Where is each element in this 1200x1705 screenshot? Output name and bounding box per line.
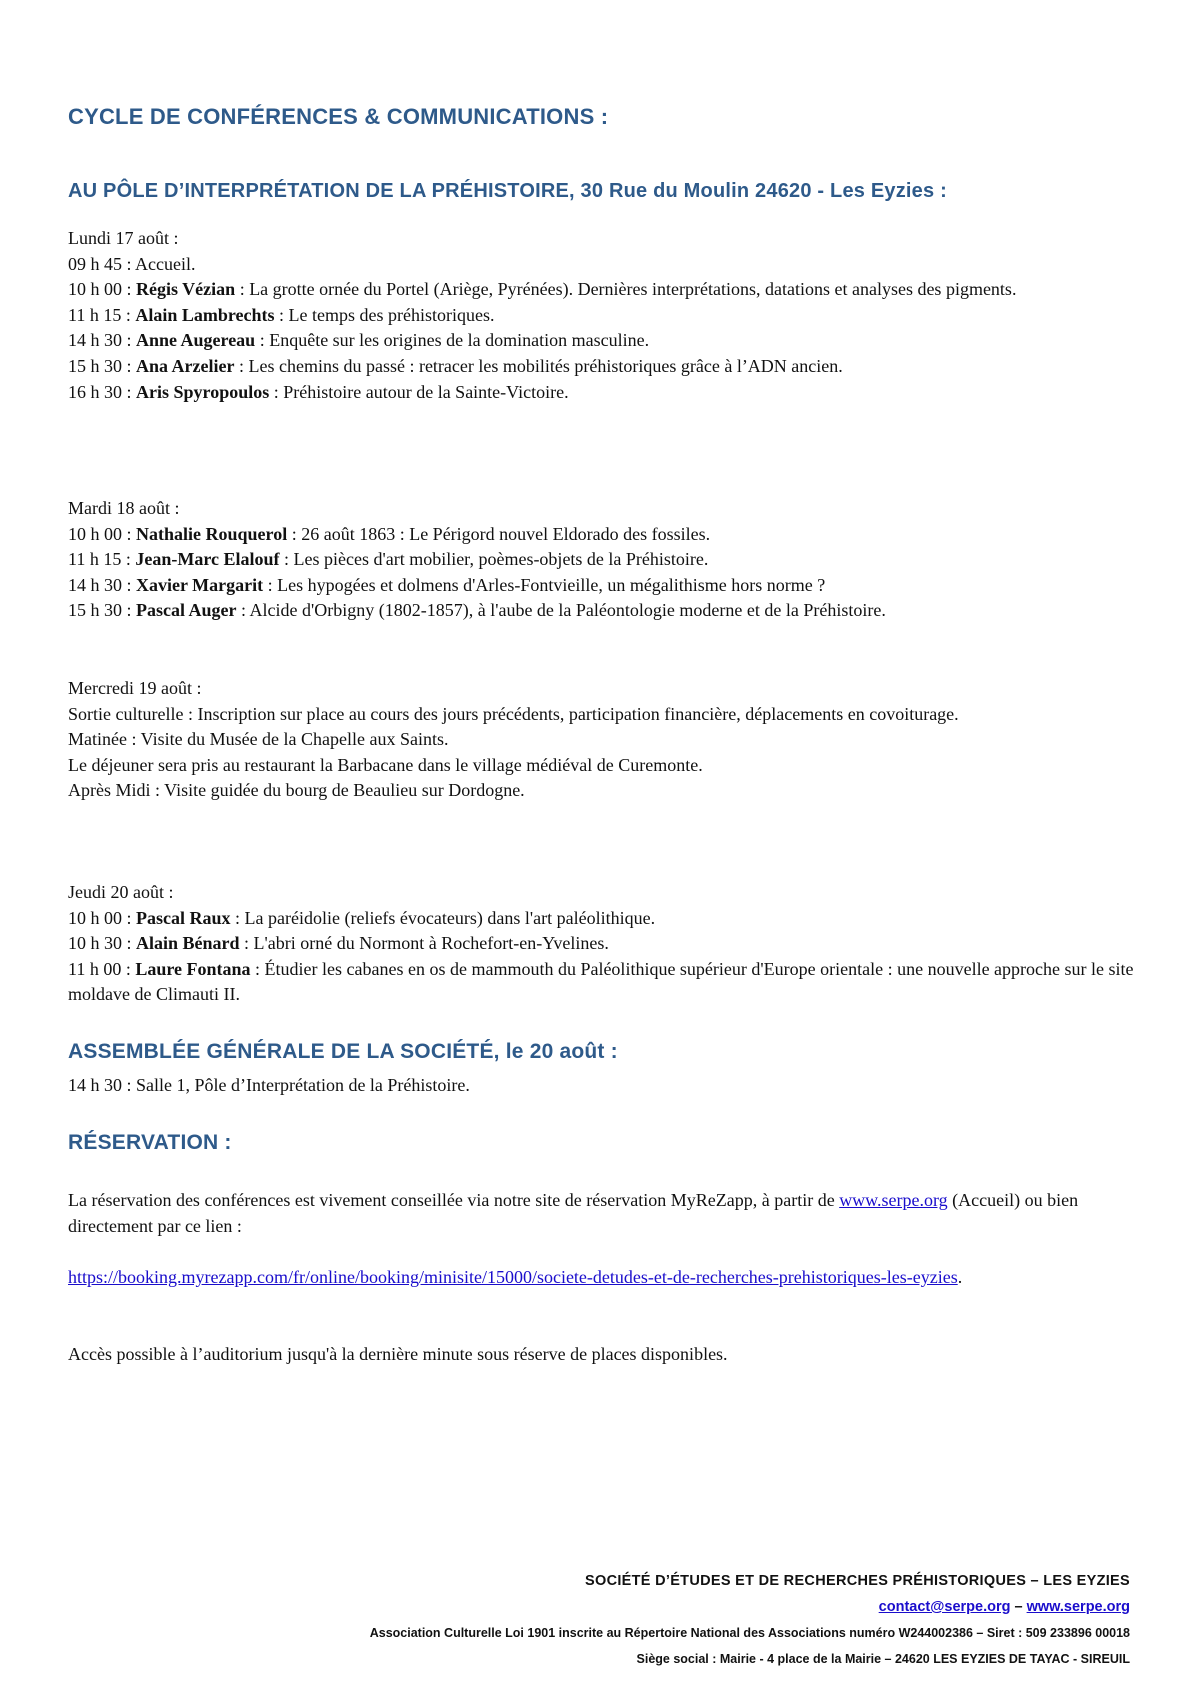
program-line: Matinée : Visite du Musée de la Chapelle aux Saints. xyxy=(68,729,449,750)
reservation-title: RÉSERVATION : xyxy=(68,1131,232,1154)
assemblee-line: 14 h 30 : Salle 1, Pôle d’Interprétation de la Préhistoire. xyxy=(68,1075,470,1095)
day-jeudi xyxy=(68,880,1136,1008)
item-speaker: Nathalie Rouquerol xyxy=(136,523,288,544)
program-item xyxy=(68,328,1136,354)
program-item xyxy=(68,573,1136,599)
day-heading: Jeudi 20 août : xyxy=(68,882,174,902)
item-text: : Enquête sur les origines de la domination masculine. xyxy=(255,330,650,351)
item-text: : Les pièces d'art mobilier, poèmes-objets de la Préhistoire. xyxy=(279,549,709,570)
item-speaker: Jean-Marc Elalouf xyxy=(135,549,280,570)
booking-link[interactable]: https://booking.myrezapp.com/fr/online/booking/minisite/15000/societe-detudes-et-de-recherches-prehistoriques-les-eyzies xyxy=(68,1267,958,1287)
footer-separator: – xyxy=(1010,1599,1027,1615)
cycle-title: CYCLE DE CONFÉRENCES & COMMUNICATIONS : xyxy=(68,104,609,129)
item-speaker: Xavier Margarit xyxy=(136,574,264,595)
booking-paragraph xyxy=(68,1265,1136,1291)
item-speaker: Régis Vézian xyxy=(136,279,236,300)
footer-site-link[interactable]: www.serpe.org xyxy=(1026,1599,1130,1615)
item-speaker: Pascal Auger xyxy=(136,600,237,621)
item-time: 10 h 00 : xyxy=(68,907,137,928)
access-paragraph xyxy=(68,1342,1136,1368)
item-speaker: Laure Fontana xyxy=(135,958,251,979)
program-item xyxy=(68,931,1136,957)
program-line: Après Midi : Visite guidée du bourg de Beaulieu sur Dordogne. xyxy=(68,780,525,801)
program-line: Le déjeuner sera pris au restaurant la Barbacane dans le village médiéval de Curemonte. xyxy=(68,754,703,775)
item-time: 10 h 00 : xyxy=(68,279,137,300)
footer xyxy=(370,1567,1130,1672)
item-text: : La paréidolie (reliefs évocateurs) dans l'art paléolithique. xyxy=(230,907,656,928)
reservation-paragraph xyxy=(68,1188,1136,1239)
footer-siege: Siège social : Mairie - 4 place de la Mairie – 24620 LES EYZIES DE TAYAC - SIREUIL xyxy=(636,1652,1130,1666)
program-item xyxy=(68,547,1136,573)
item-text: : Alcide d'Orbigny (1802-1857), à l'aube de la Paléontologie moderne et de la Préhistoire. xyxy=(236,600,886,621)
day-mardi xyxy=(68,496,1136,624)
program-item xyxy=(68,303,1136,329)
booking-period: . xyxy=(957,1267,963,1287)
item-time: 11 h 15 : xyxy=(68,304,136,325)
item-speaker: Alain Lambrechts xyxy=(135,304,275,325)
program-item xyxy=(68,354,1136,380)
item-speaker: Ana Arzelier xyxy=(136,355,235,376)
item-text: : Préhistoire autour de la Sainte-Victoire. xyxy=(269,381,569,402)
program-item xyxy=(68,252,1136,278)
access-text: Accès possible à l’auditorium jusqu'à la dernière minute sous réserve de places disponibles. xyxy=(68,1344,728,1364)
item-time: 14 h 30 : xyxy=(68,330,137,351)
day-heading: Mercredi 19 août : xyxy=(68,678,202,698)
contact-email-link[interactable]: contact@serpe.org xyxy=(878,1599,1011,1615)
item-text: : 26 août 1863 : Le Périgord nouvel Eldorado des fossiles. xyxy=(287,523,711,544)
day-heading: Mardi 18 août : xyxy=(68,498,180,518)
item-speaker: Anne Augereau xyxy=(136,330,256,351)
reservation-text: La réservation des conférences est vivement conseillée via notre site de réservation MyReZapp, à partir de xyxy=(68,1190,840,1210)
item-text: : Étudier les cabanes en os de mammouth du Paléolithique supérieur d'Europe orientale : une nouvelle approche sur le site moldave de Climauti II. xyxy=(68,958,1134,1005)
item-time: 15 h 30 : xyxy=(68,355,137,376)
program-item xyxy=(68,598,1136,624)
day-mercredi xyxy=(68,676,1136,804)
footer-org: SOCIÉTÉ D’ÉTUDES ET DE RECHERCHES PRÉHISTORIQUES – LES EYZIES xyxy=(585,1573,1130,1589)
program-item xyxy=(68,906,1136,932)
assemblee-block xyxy=(68,1073,1136,1099)
item-time: 10 h 00 : xyxy=(68,523,137,544)
item-time: 09 h 45 : xyxy=(68,253,136,274)
item-time: 11 h 00 : xyxy=(68,958,136,979)
footer-contact xyxy=(370,1595,1130,1620)
item-text: : Les hypogées et dolmens d'Arles-Fontvieille, un mégalithisme hors norme ? xyxy=(263,574,826,595)
program-item xyxy=(68,957,1136,1008)
program-line: Sortie culturelle : Inscription sur place au cours des jours précédents, participation financière, déplacements en covoiturage. xyxy=(68,703,959,724)
item-speaker: Alain Bénard xyxy=(136,933,240,954)
day-lundi xyxy=(68,226,1136,405)
program-item xyxy=(68,277,1136,303)
item-time: 16 h 30 : xyxy=(68,381,137,402)
item-text: : Le temps des préhistoriques. xyxy=(274,304,495,325)
pole-title: AU PÔLE D’INTERPRÉTATION DE LA PRÉHISTOIRE, 30 Rue du Moulin 24620 - Les Eyzies : xyxy=(68,180,947,202)
reservation-text-after: (Accueil) ou bien directement par ce lien : xyxy=(68,1190,1079,1236)
item-speaker: Aris Spyropoulos xyxy=(136,381,270,402)
item-text: : L'abri orné du Normont à Rochefort-en-Yvelines. xyxy=(239,933,609,954)
item-text: : La grotte ornée du Portel (Ariège, Pyrénées). Dernières interprétations, datations et analyses des pigments. xyxy=(235,279,1017,300)
day-heading: Lundi 17 août : xyxy=(68,228,179,248)
item-time: 14 h 30 : xyxy=(68,574,137,595)
item-text: : Les chemins du passé : retracer les mobilités préhistoriques grâce à l’ADN ancien. xyxy=(234,355,843,376)
program-item xyxy=(68,522,1136,548)
assemblee-title: ASSEMBLÉE GÉNÉRALE DE LA SOCIÉTÉ, le 20 août : xyxy=(68,1040,618,1063)
item-time: 10 h 30 : xyxy=(68,933,137,954)
item-text: Accueil. xyxy=(135,253,196,274)
footer-association: Association Culturelle Loi 1901 inscrite au Répertoire National des Associations numéro W244002386 – Siret : 509 233896 00018 xyxy=(369,1626,1130,1640)
item-time: 15 h 30 : xyxy=(68,600,137,621)
serpe-site-link[interactable]: www.serpe.org xyxy=(839,1190,948,1210)
item-speaker: Pascal Raux xyxy=(136,907,231,928)
item-time: 11 h 15 : xyxy=(68,549,136,570)
program-item xyxy=(68,380,1136,406)
